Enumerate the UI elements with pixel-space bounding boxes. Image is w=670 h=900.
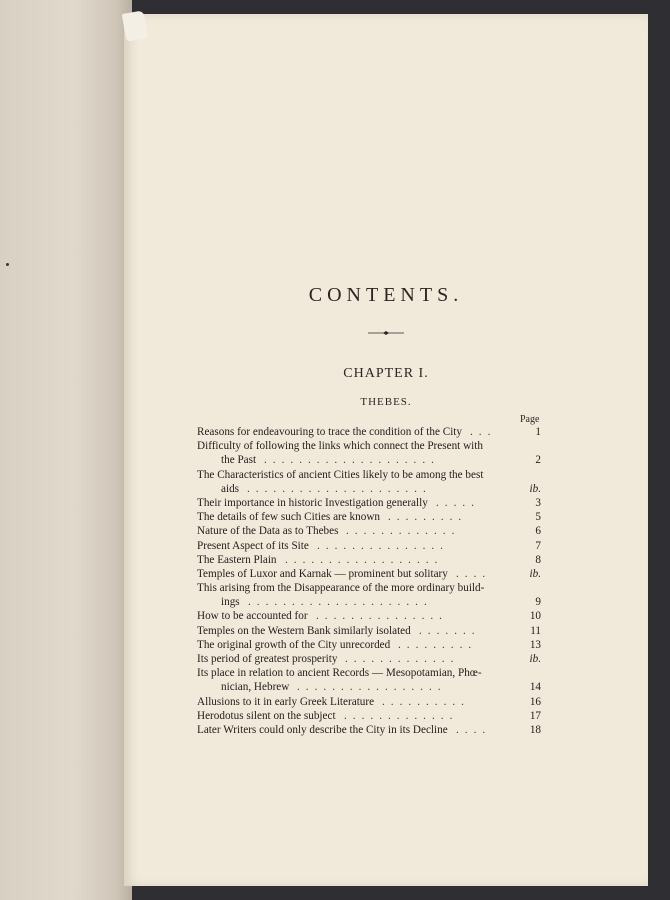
toc-entry-page: 11 [530,624,541,637]
contents-title: CONTENTS. [308,284,464,306]
toc-entry [197,497,541,511]
dot-leader: .................. [285,553,444,566]
toc-entry-text: How to be accounted for [197,610,308,623]
toc-entry-text: aids [221,482,240,495]
toc-entry-text: Their importance in historic Investigation generally [197,496,428,509]
toc-entry-page: ib. [529,653,541,665]
toc-entry-text: This arising from the Disappearance of the more ordinary build- [197,582,485,595]
toc-entry-text: Later Writers could only describe the City in its Decline [197,723,448,736]
toc-entry-page: 2 [535,454,541,467]
dot-leader: ............... [316,610,448,623]
dot-leader: .................... [264,454,440,467]
toc-entry-text: The Eastern Plain [197,553,277,566]
toc-entry-text: Temples of Luxor and Karnak — prominent but solitary [197,567,448,580]
toc-entry-text: Herodotus silent on the subject [197,709,336,722]
dot-leader: ..... [436,496,480,509]
toc-entry [197,525,541,539]
toc-entry [197,653,541,667]
chapter-title: CHAPTER I. [343,366,429,381]
ornament-rule-icon [124,328,648,342]
toc-entry [197,681,541,695]
toc-entry-page: ib. [529,567,541,580]
toc-entry-page: 10 [529,610,541,623]
toc-entry [197,540,541,554]
toc-entry-page: 3 [535,496,541,509]
toc-entry-text: ings [221,596,240,609]
left-page [0,0,132,900]
toc-entry-text: Allusions to it in early Greek Literature [197,695,375,708]
toc-entry [197,667,541,681]
toc-entry-text: The original growth of the City unrecorded [197,638,391,651]
dot-leader: ......... [388,511,468,524]
dot-leader: ..................... [247,482,432,495]
dot-leader: .......... [382,695,470,708]
toc-entry-text: The details of few such Cities are known [197,511,380,524]
toc-entry-text: the Past [221,454,257,467]
toc-entry [197,710,541,724]
toc-entry-text: Its place in relation to ancient Records — Mesopotamian, Phœ- [197,667,482,680]
toc-entry-page: ib. [529,482,541,495]
toc-entry-page: 13 [529,638,541,651]
toc-entry [197,426,541,440]
torn-corner [122,10,149,41]
toc-entry-page: 17 [529,709,541,722]
toc-entry [197,639,541,653]
dot-leader: ............. [345,653,460,665]
dot-leader: ................. [297,681,447,694]
dot-leader: ....... [419,624,481,637]
table-of-contents [197,426,541,738]
toc-entry [197,582,541,596]
toc-entry-page: 6 [535,525,541,538]
dot-leader: .... [456,567,492,580]
toc-entry [197,483,541,497]
toc-entry-page: 9 [535,596,541,609]
toc-entry [197,596,541,610]
toc-entry [197,625,541,639]
page-column-label: Page [520,414,540,425]
toc-entry [197,440,541,454]
toc-entry [197,454,541,468]
toc-entry-page: 1 [535,426,541,438]
toc-entry-text: Nature of the Data as to Thebes [197,525,339,538]
dot-leader: .... [456,723,492,736]
toc-entry [197,696,541,710]
toc-entry-text: Reasons for endeavouring to trace the condition of the City [197,426,463,438]
toc-entry-text: The Characteristics of ancient Cities likely to be among the best [197,468,484,481]
toc-entry-page: 8 [535,553,541,566]
dot-leader: ............... [317,539,449,552]
toc-entry [197,554,541,568]
ink-speck [6,263,9,266]
dot-leader: ..................... [248,596,433,609]
toc-entry-page: 5 [535,511,541,524]
toc-entry [197,724,541,738]
chapter-subtitle: THEBES. [360,396,412,408]
right-page [124,14,648,886]
dot-leader: ... [470,426,497,438]
toc-entry [197,568,541,582]
toc-entry-page: 18 [529,723,541,736]
toc-entry-text: Difficulty of following the links which connect the Present with [197,440,483,453]
toc-entry [197,469,541,483]
toc-entry [197,511,541,525]
toc-entry-page: 16 [529,695,541,708]
toc-entry-text: Temples on the Western Bank similarly isolated [197,624,411,637]
dot-leader: ............. [346,525,461,538]
toc-entry [197,610,541,624]
toc-entry-page: 7 [535,539,541,552]
toc-entry-text: nician, Hebrew [221,681,290,694]
toc-entry-text: Present Aspect of its Site [197,539,309,552]
toc-entry-text: Its period of greatest prosperity [197,653,338,665]
toc-entry-page: 14 [529,681,541,694]
dot-leader: ............. [344,709,459,722]
dot-leader: ......... [398,638,478,651]
